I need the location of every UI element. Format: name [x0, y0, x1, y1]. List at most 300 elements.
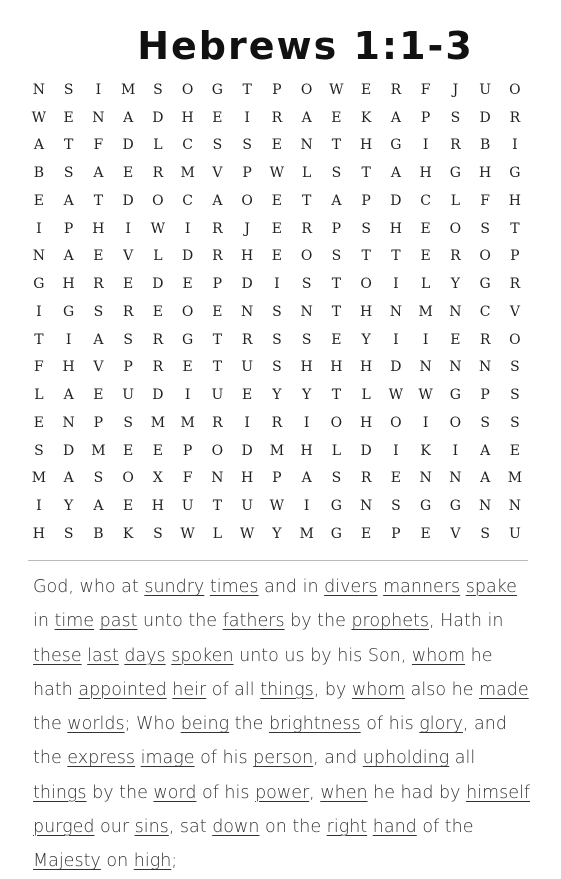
grid-letter: R	[212, 248, 223, 265]
grid-letter: C	[479, 303, 491, 320]
grid-letter: L	[450, 192, 461, 209]
grid-letter: C	[182, 192, 193, 209]
passage-text: our	[94, 817, 135, 838]
grid-letter: O	[211, 442, 224, 459]
grid-letter: E	[271, 137, 282, 154]
grid-letter: R	[450, 137, 461, 154]
grid-letter: F	[182, 470, 193, 487]
grid-letter: E	[182, 276, 193, 293]
search-word: whom	[411, 645, 466, 666]
grid-letter: N	[300, 137, 313, 154]
grid-letter: T	[63, 137, 74, 154]
grid-letter: C	[182, 137, 193, 154]
grid-letter: I	[303, 498, 310, 515]
grid-letter: G	[63, 303, 75, 320]
search-word: appointed	[78, 679, 167, 700]
passage-text: , and the	[33, 714, 507, 769]
grid-letter: D	[479, 109, 491, 126]
grid-letter: R	[241, 331, 253, 348]
grid-letter: K	[122, 525, 134, 542]
grid-letter: T	[331, 303, 342, 320]
grid-letter: W	[388, 387, 404, 404]
grid-letter: S	[301, 276, 312, 293]
grid-letter: E	[271, 248, 282, 265]
grid-letter: E	[509, 442, 520, 459]
grid-letter: E	[331, 109, 342, 126]
grid-letter: H	[479, 165, 492, 182]
grid-letter: R	[122, 303, 134, 320]
passage-text: ; Who	[124, 714, 181, 735]
grid-letter: D	[152, 276, 164, 293]
search-word: last	[87, 645, 119, 666]
passage-text: all	[449, 748, 476, 769]
grid-letter: H	[32, 525, 45, 542]
grid-letter: W	[180, 525, 195, 542]
search-word: things	[33, 782, 87, 803]
grid-letter: S	[272, 331, 282, 348]
grid-letter: A	[480, 470, 491, 487]
grid-letter: D	[390, 192, 402, 209]
grid-letter: A	[63, 470, 74, 487]
search-word: Majesty	[33, 851, 101, 872]
grid-letter: H	[419, 165, 432, 182]
search-word: down	[212, 817, 260, 838]
passage-text: of his	[360, 714, 420, 735]
grid-letter: A	[63, 192, 74, 209]
grid-letter: P	[63, 220, 74, 237]
grid-letter: Y	[302, 387, 312, 404]
grid-letter: U	[122, 387, 135, 404]
grid-letter: W	[418, 387, 433, 404]
grid-letter: A	[63, 248, 74, 265]
grid-letter: M	[31, 470, 47, 487]
grid-letter: J	[244, 220, 250, 237]
grid-letter: N	[241, 303, 254, 320]
grid-letter: P	[361, 192, 371, 209]
grid-letter: I	[184, 220, 191, 237]
grid-letter: T	[212, 359, 223, 376]
grid-letter: G	[330, 498, 342, 515]
search-word: past	[99, 611, 138, 632]
grid-letter: V	[123, 248, 134, 265]
grid-letter: H	[360, 303, 373, 320]
grid-letter: E	[93, 248, 104, 265]
passage-text: also he	[405, 679, 480, 700]
grid-letter: G	[330, 525, 342, 542]
search-word: himself	[466, 782, 530, 803]
grid-letter: O	[390, 414, 402, 431]
passage-text: the	[119, 782, 154, 803]
grid-letter: V	[450, 525, 461, 542]
passage-text: ,	[309, 782, 321, 803]
grid-letter: H	[360, 414, 373, 431]
grid-letter: N	[479, 498, 492, 515]
grid-letter: O	[181, 303, 194, 320]
grid-letter: W	[150, 220, 166, 237]
grid-letter: G	[449, 165, 461, 182]
grid-letter: P	[93, 414, 104, 431]
grid-letter: W	[31, 109, 47, 126]
grid-letter: E	[420, 220, 431, 237]
grid-letter: M	[120, 81, 136, 98]
grid-letter: H	[300, 359, 313, 376]
passage-text: the	[33, 714, 68, 735]
grid-letter: A	[93, 165, 104, 182]
grid-letter: O	[181, 81, 194, 98]
grid-letter: D	[182, 248, 194, 265]
grid-letter: P	[420, 109, 431, 126]
grid-letter: S	[63, 165, 74, 182]
grid-letter: I	[422, 331, 429, 348]
grid-letter: A	[63, 387, 74, 404]
grid-letter: D	[63, 442, 75, 459]
grid-letter: N	[449, 359, 462, 376]
passage-text: unto the	[137, 611, 223, 632]
grid-letter: L	[420, 276, 431, 293]
search-word: time	[54, 611, 95, 632]
grid-letter: S	[510, 414, 520, 431]
search-word: express	[67, 748, 136, 769]
grid-letter: I	[184, 387, 191, 404]
grid-letter: M	[418, 303, 433, 320]
grid-letter: G	[449, 387, 461, 404]
grid-letter: E	[63, 109, 74, 126]
grid-letter: E	[152, 442, 163, 459]
grid-letter: D	[241, 276, 253, 293]
grid-letter: A	[212, 192, 223, 209]
grid-letter: N	[360, 498, 373, 515]
grid-letter: N	[389, 303, 402, 320]
grid-letter: E	[271, 220, 282, 237]
grid-letter: S	[331, 165, 342, 182]
grid-letter: U	[241, 498, 254, 515]
search-word: whom	[351, 679, 406, 700]
passage-text: on the	[259, 817, 327, 838]
grid-letter: L	[153, 248, 163, 265]
grid-letter: T	[331, 387, 342, 404]
passage-text: , Hath in	[429, 611, 504, 632]
grid-letter: E	[271, 192, 282, 209]
grid-letter: R	[360, 470, 372, 487]
grid-letter: T	[361, 248, 371, 265]
grid-letter: V	[212, 165, 223, 182]
grid-letter: H	[330, 359, 343, 376]
passage-text: on	[100, 851, 134, 872]
grid-letter: S	[93, 470, 104, 487]
grid-letter: I	[244, 414, 250, 431]
passage-text: of his	[196, 782, 256, 803]
grid-letter: S	[123, 414, 133, 431]
search-word: these	[33, 645, 82, 666]
grid-letter: G	[420, 498, 432, 515]
grid-letter: Y	[450, 276, 460, 293]
grid-letter: R	[450, 248, 461, 265]
word-search-grid	[24, 76, 530, 548]
search-word: when	[320, 782, 368, 803]
grid-letter: K	[420, 442, 431, 459]
grid-letter: S	[480, 525, 490, 542]
grid-letter: O	[241, 192, 253, 209]
grid-letter: T	[212, 331, 223, 348]
grid-letter: N	[508, 498, 521, 515]
grid-letter: E	[361, 525, 372, 542]
grid-letter: D	[241, 442, 253, 459]
grid-letter: N	[449, 470, 462, 487]
search-word: manners	[383, 577, 461, 597]
grid-letter: J	[452, 81, 459, 98]
grid-letter: O	[330, 414, 343, 431]
grid-letter: S	[272, 303, 282, 320]
search-word: divers	[324, 577, 378, 597]
grid-letter: A	[480, 442, 491, 459]
grid-letter: H	[508, 192, 521, 209]
search-word: brightness	[268, 714, 361, 735]
grid-letter: L	[331, 442, 342, 459]
grid-letter: A	[33, 137, 44, 154]
grid-letter: O	[122, 470, 134, 487]
grid-letter: I	[393, 331, 399, 348]
search-word: person	[253, 748, 314, 769]
grid-letter: P	[123, 359, 133, 376]
grid-letter: H	[360, 137, 373, 154]
grid-letter: T	[361, 165, 371, 182]
grid-letter: F	[480, 192, 490, 209]
grid-letter: G	[33, 276, 45, 293]
passage-text: of all	[206, 679, 261, 700]
grid-letter: S	[93, 303, 104, 320]
grid-letter: Y	[64, 498, 74, 515]
passage-text: by	[86, 782, 120, 803]
search-word: worlds	[67, 714, 125, 735]
grid-letter: R	[152, 331, 164, 348]
grid-letter: H	[181, 109, 194, 126]
search-word: sins	[134, 817, 169, 838]
passage-text: and in	[258, 577, 325, 597]
grid-letter: P	[242, 165, 252, 182]
grid-letter: R	[509, 109, 521, 126]
grid-letter: H	[360, 359, 373, 376]
search-word: made	[479, 679, 529, 700]
grid-letter: M	[299, 525, 314, 542]
grid-letter: S	[34, 442, 44, 459]
grid-letter: S	[450, 109, 461, 126]
grid-letter: X	[152, 470, 163, 487]
grid-letter: P	[212, 276, 223, 293]
grid-letter: T	[331, 276, 342, 293]
grid-letter: O	[300, 81, 313, 98]
grid-letter: B	[479, 137, 491, 154]
passage-text: he hath	[33, 645, 493, 700]
divider	[28, 560, 528, 561]
grid-letter: R	[212, 414, 223, 431]
grid-letter: A	[331, 192, 342, 209]
grid-letter: G	[479, 276, 491, 293]
grid-letter: M	[180, 165, 195, 182]
grid-letter: B	[33, 165, 45, 182]
grid-letter: E	[212, 109, 223, 126]
grid-letter: E	[33, 192, 44, 209]
grid-letter: W	[269, 498, 285, 515]
grid-letter: N	[449, 303, 462, 320]
passage-text: , and	[313, 748, 363, 769]
grid-letter: T	[301, 192, 312, 209]
search-word: things	[260, 679, 314, 700]
search-word: high	[133, 851, 172, 872]
search-word: right	[326, 817, 368, 838]
grid-letter: E	[182, 359, 193, 376]
grid-letter: I	[36, 220, 42, 237]
grid-letter: A	[390, 165, 401, 182]
grid-letter: F	[420, 81, 431, 98]
grid-letter: L	[301, 165, 312, 182]
grid-letter: S	[153, 81, 163, 98]
grid-letter: G	[509, 165, 521, 182]
grid-letter: D	[122, 137, 134, 154]
search-word: image	[140, 748, 195, 769]
grid-letter: W	[269, 165, 285, 182]
grid-letter: N	[32, 81, 45, 98]
grid-letter: R	[152, 359, 164, 376]
search-word: spoken	[171, 645, 234, 666]
search-word: hand	[372, 817, 417, 838]
grid-letter: O	[300, 248, 313, 265]
search-word: heir	[172, 679, 207, 700]
grid-letter: G	[211, 81, 223, 98]
grid-letter: Y	[361, 331, 371, 348]
grid-letter: S	[301, 331, 312, 348]
search-word: being	[180, 714, 230, 735]
grid-letter: S	[510, 387, 520, 404]
grid-letter: E	[390, 470, 401, 487]
grid-letter: G	[182, 331, 194, 348]
grid-letter: P	[391, 525, 401, 542]
search-word: sundry	[144, 577, 205, 597]
passage-text: , by	[313, 679, 352, 700]
grid-letter: R	[271, 414, 283, 431]
search-word: fathers	[222, 611, 285, 632]
grid-letter: S	[63, 525, 74, 542]
grid-letter: L	[153, 137, 163, 154]
grid-letter: E	[123, 165, 134, 182]
grid-letter: S	[63, 81, 74, 98]
grid-letter: I	[303, 414, 310, 431]
search-word: days	[124, 645, 166, 666]
grid-letter: U	[211, 387, 224, 404]
grid-letter: V	[509, 303, 520, 320]
grid-letter: S	[242, 137, 252, 154]
grid-letter: F	[34, 359, 44, 376]
grid-letter: U	[241, 359, 254, 376]
grid-letter: A	[301, 470, 312, 487]
grid-letter: S	[510, 359, 520, 376]
grid-letter: N	[211, 470, 224, 487]
grid-letter: V	[93, 359, 104, 376]
search-word: purged	[33, 817, 95, 838]
grid-letter: S	[123, 331, 133, 348]
grid-letter: E	[123, 442, 134, 459]
grid-letter: S	[331, 248, 342, 265]
grid-letter: R	[301, 220, 312, 237]
page-title: Hebrews 1:1-3	[137, 24, 474, 68]
grid-letter: Y	[272, 525, 282, 542]
grid-letter: A	[93, 498, 104, 515]
grid-letter: I	[36, 303, 42, 320]
grid-letter: M	[150, 414, 166, 431]
passage-text: by the	[284, 611, 352, 632]
grid-letter: M	[91, 442, 106, 459]
grid-letter: A	[301, 109, 312, 126]
grid-letter: N	[419, 470, 432, 487]
grid-letter: I	[95, 81, 102, 98]
grid-letter: R	[271, 109, 283, 126]
grid-letter: A	[93, 331, 104, 348]
grid-letter: I	[65, 331, 72, 348]
grid-letter: I	[393, 442, 399, 459]
grid-letter: E	[450, 331, 461, 348]
search-word: upholding	[362, 748, 450, 769]
passage-text: the	[229, 714, 269, 735]
grid-letter: I	[393, 276, 399, 293]
grid-letter: O	[509, 331, 521, 348]
grid-letter: K	[360, 109, 372, 126]
grid-letter: R	[93, 276, 104, 293]
grid-letter: T	[391, 248, 401, 265]
grid-letter: B	[93, 525, 104, 542]
grid-letter: S	[212, 137, 223, 154]
grid-letter: I	[422, 137, 429, 154]
grid-letter: E	[123, 276, 134, 293]
grid-letter: R	[479, 331, 491, 348]
grid-letter: W	[329, 81, 344, 98]
passage-text: unto us by his Son,	[233, 645, 412, 666]
grid-letter: I	[274, 276, 280, 293]
grid-letter: O	[449, 414, 462, 431]
grid-letter: S	[331, 470, 342, 487]
grid-letter: D	[152, 387, 164, 404]
grid-letter: R	[152, 165, 164, 182]
grid-letter: E	[212, 303, 223, 320]
grid-letter: N	[62, 414, 75, 431]
grid-letter: I	[125, 220, 131, 237]
grid-letter: N	[419, 359, 432, 376]
grid-letter: E	[420, 525, 431, 542]
grid-letter: D	[390, 359, 402, 376]
scripture-passage	[33, 570, 533, 879]
search-word: prophets	[351, 611, 430, 632]
grid-letter: S	[480, 220, 490, 237]
passage-text: , sat	[168, 817, 213, 838]
grid-letter: W	[239, 525, 255, 542]
grid-letter: N	[479, 359, 492, 376]
grid-letter: H	[389, 220, 402, 237]
grid-letter: R	[390, 81, 402, 98]
grid-letter: H	[92, 220, 105, 237]
passage-text: in	[33, 611, 55, 632]
grid-letter: D	[360, 442, 372, 459]
grid-letter: I	[422, 414, 429, 431]
grid-letter: D	[122, 192, 134, 209]
passage-text: he had by	[367, 782, 467, 803]
grid-letter: S	[391, 498, 401, 515]
grid-letter: H	[62, 276, 75, 293]
grid-letter: R	[212, 220, 223, 237]
grid-letter: C	[420, 192, 431, 209]
grid-letter: A	[390, 109, 401, 126]
grid-letter: N	[32, 248, 45, 265]
grid-letter: I	[512, 137, 518, 154]
grid-letter: G	[449, 498, 461, 515]
grid-letter: E	[331, 331, 342, 348]
